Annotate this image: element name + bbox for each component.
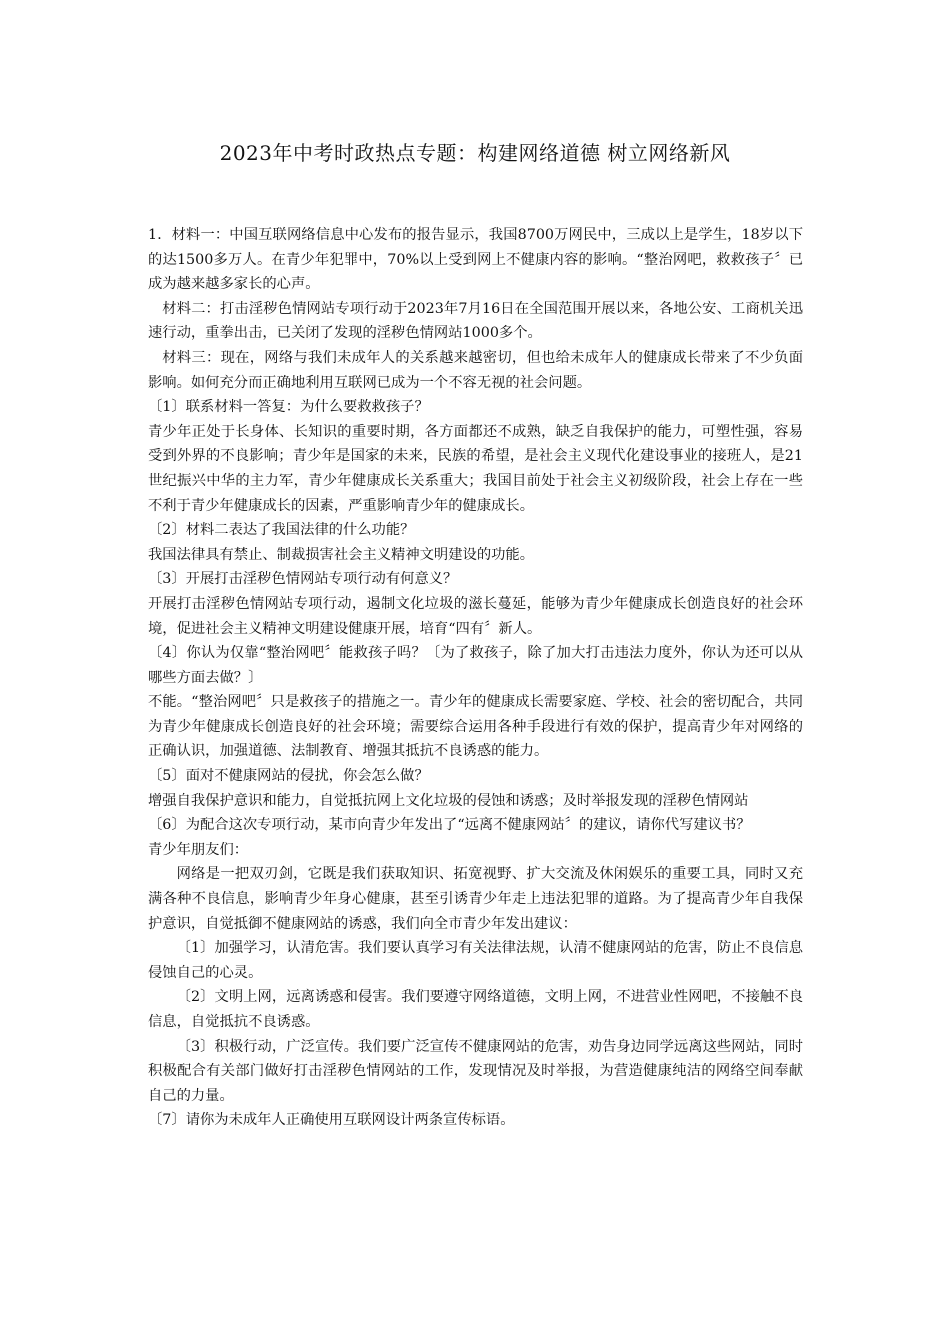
material-three-paragraph: 材料三：现在，网络与我们未成年人的关系越来越密切，但也给未成年人的健康成长带来了不少负面影响。如何充分而正确地利用互联网已成为一个不容无视的社会问题。 — [148, 349, 803, 391]
question-7: 〔7〕请你为未成年人正确使用互联网设计两条宣传标语。 — [148, 1112, 515, 1129]
document-body — [148, 223, 803, 1133]
material-one-paragraph: 1．材料一：中国互联网络信息中心发布的报告显示，我国8700万网民中，三成以上是学生，18岁以下的达1500多万人。在青少年犯罪中，70%以上受到网上不健康内容的影响。“整治网吧，救救孩子〞已成为越来越多家长的心声。 — [148, 227, 803, 293]
letter-suggestion-3: 〔3〕积极行动，广泛宣传。我们要广泛宣传不健康网站的危害，劝告身边同学远离这些网站，同时积极配合有关部门做好打击淫秽色情网站的工作，发现情况及时举报，为营造健康纯洁的网络空间奉献自己的力量。 — [148, 1038, 803, 1104]
material-two-paragraph: 材料二：打击淫秽色情网站专项行动于2023年7月16日在全国范围开展以来，各地公安、工商机关迅速行动，重拳出击，已关闭了发现的淫秽色情网站1000多个。 — [148, 300, 803, 342]
question-6: 〔6〕为配合这次专项行动，某市向青少年发出了“远离不健康网站〞的建议，请你代写建议书？ — [148, 817, 751, 834]
answer-2: 我国法律具有禁止、制裁损害社会主义精神文明建设的功能。 — [148, 546, 535, 563]
letter-suggestion-1: 〔1〕加强学习，认清危害。我们要认真学习有关法律法规，认清不健康网站的危害，防止不良信息侵蚀自己的心灵。 — [148, 940, 803, 981]
letter-intro-paragraph: 网络是一把双刃剑，它既是我们获取知识、拓宽视野、扩大交流及休闲娱乐的重要工具，同时又充满各种不良信息，影响青少年身心健康，甚至引诱青少年走上违法犯罪的道路。为了提高青少年自我保护意识，自觉抵御不健康网站的诱惑，我们向全市青少年发出建议： — [148, 866, 803, 932]
answer-5: 增强自我保护意识和能力，自觉抵抗网上文化垃圾的侵蚀和诱惑；及时举报发现的淫秽色情网站 — [148, 792, 749, 809]
letter-salutation: 青少年朋友们： — [148, 841, 249, 858]
answer-1: 青少年正处于长身体、长知识的重要时期，各方面都还不成熟，缺乏自我保护的能力，可塑性强，容易受到外界的不良影响；青少年是国家的未来，民族的希望，是社会主义现代化建设事业的接班人，是21世纪振兴中华的主力军，青少年健康成长关系重大；我国目前处于社会主义初级阶段，社会上存在一些不利于青少年健康成长的因素，严重影响青少年的健康成长。 — [148, 423, 803, 514]
question-1: 〔1〕联系材料一答复：为什么要救救孩子？ — [148, 399, 429, 416]
question-4: 〔4〕你认为仅靠“整治网吧〞能救孩子吗？〔为了救孩子，除了加大打击违法力度外，你认为还可以从哪些方面去做？〕 — [148, 645, 803, 686]
letter-suggestion-2: 〔2〕文明上网，远离诱惑和侵害。我们要遵守网络道德，文明上网，不进营业性网吧，不接触不良信息，自觉抵抗不良诱惑。 — [148, 989, 803, 1030]
answer-4: 不能。“整治网吧〞只是救孩子的措施之一。青少年的健康成长需要家庭、学校、社会的密切配合，共同为青少年健康成长创造良好的社会环境；需要综合运用各种手段进行有效的保护，提高青少年对网络的正确认识，加强道德、法制教育、增强其抵抗不良诱惑的能力。 — [148, 694, 803, 760]
document-title: 2023年中考时政热点专题：构建网络道德 树立网络新风 — [219, 141, 731, 165]
question-3: 〔3〕开展打击淫秽色情网站专项行动有何意义？ — [148, 571, 458, 588]
answer-3: 开展打击淫秽色情网站专项行动，遏制文化垃圾的滋长蔓延，能够为青少年健康成长创造良好的社会环境，促进社会主义精神文明建设健康开展，培育“四有〞新人。 — [148, 595, 803, 637]
question-5: 〔5〕面对不健康网站的侵扰，你会怎么做？ — [148, 768, 429, 785]
question-2: 〔2〕材料二表达了我国法律的什么功能？ — [148, 522, 415, 539]
